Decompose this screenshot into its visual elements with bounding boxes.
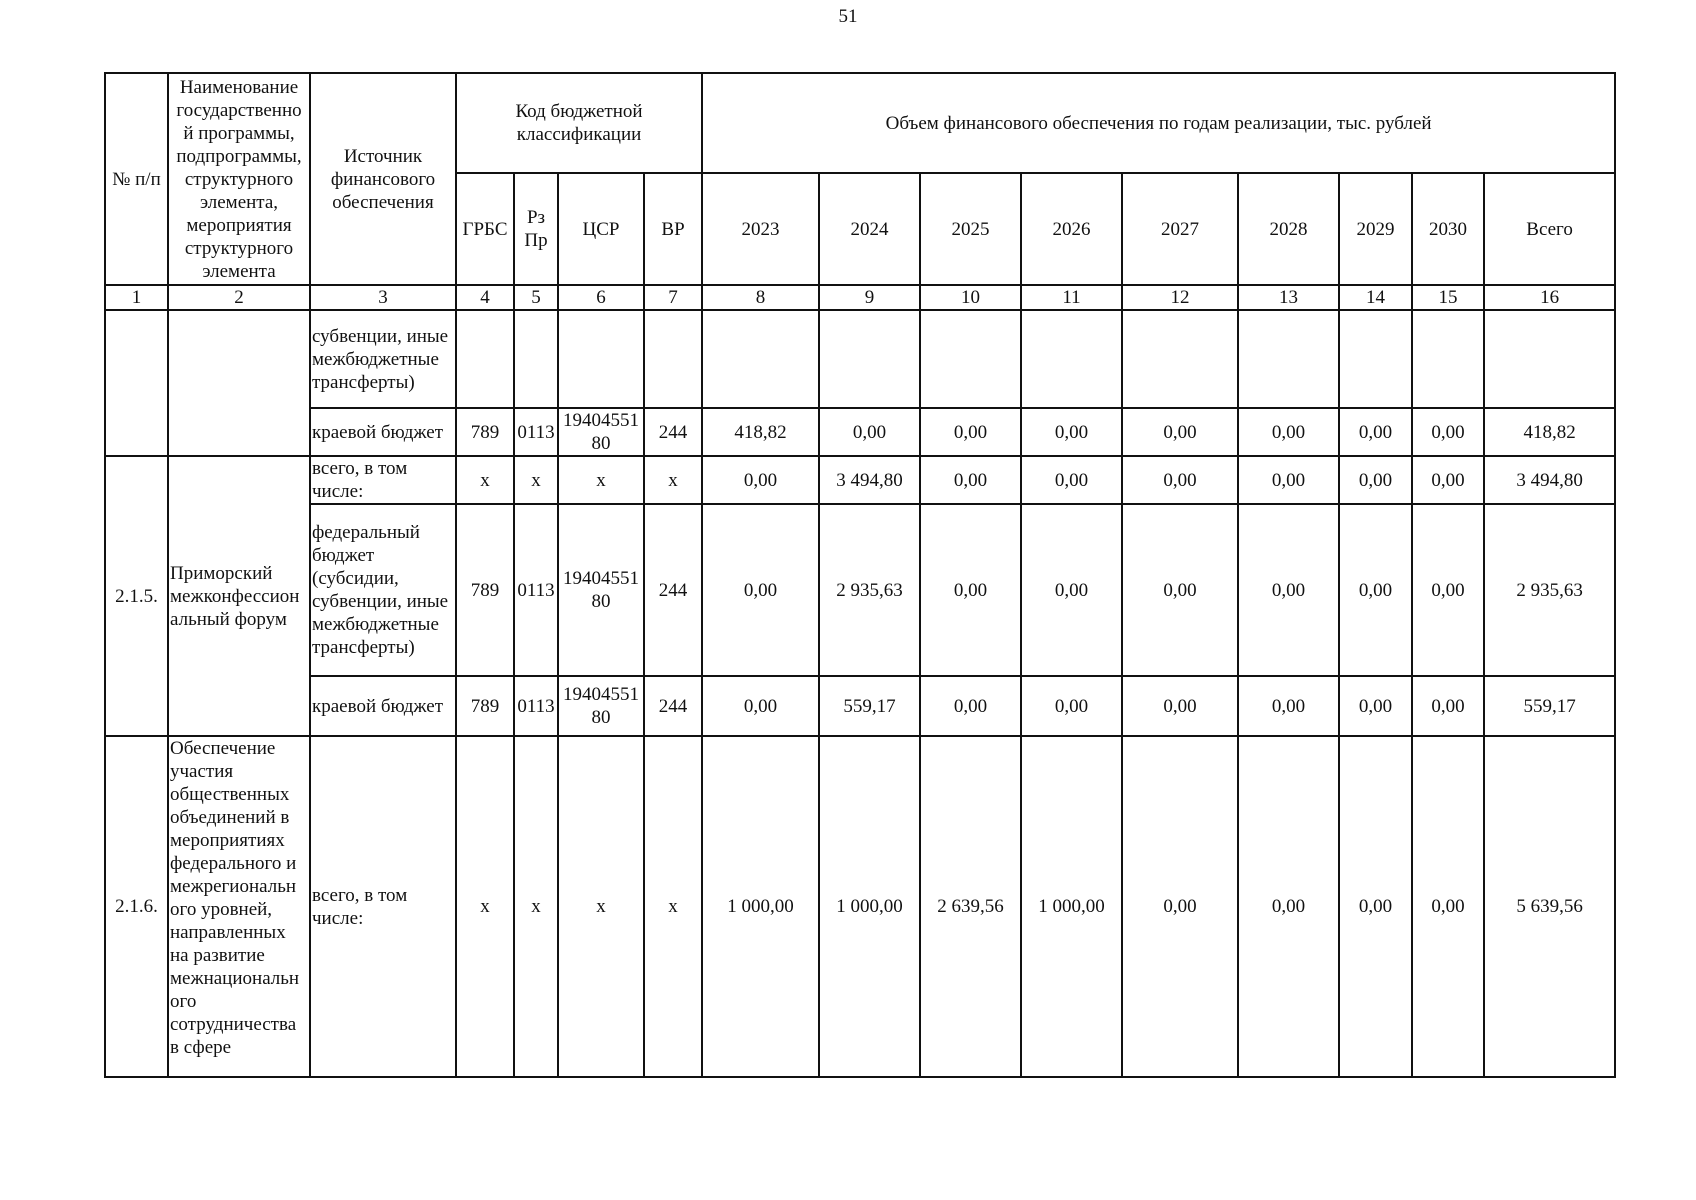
row-value: 0,00 <box>1412 736 1484 1077</box>
budget-table <box>104 72 1616 1078</box>
row-total <box>1484 310 1615 408</box>
row-total: 2 935,63 <box>1484 504 1615 676</box>
header-rzpr: Рз Пр <box>514 173 558 285</box>
header-source: Источник финансового обеспечения <box>310 73 456 285</box>
header-row-top <box>105 73 1615 173</box>
column-number: 7 <box>644 285 702 310</box>
row-total: 418,82 <box>1484 408 1615 456</box>
row-name: Обеспечение участия общественных объединений в мероприятиях федерального и межрегиональн ого уровней, направленных на развитие межнациональн ого сотрудничества в сфере <box>168 736 310 1077</box>
row-rzpr: 0113 <box>514 408 558 456</box>
row-value <box>1412 310 1484 408</box>
column-number: 10 <box>920 285 1021 310</box>
row-value: 0,00 <box>1238 736 1339 1077</box>
column-number: 3 <box>310 285 456 310</box>
table-row <box>105 676 1615 736</box>
row-value: 0,00 <box>1412 456 1484 504</box>
column-number: 4 <box>456 285 514 310</box>
row-source: краевой бюджет <box>310 676 456 736</box>
row-value: 0,00 <box>1122 504 1238 676</box>
row-vr: 244 <box>644 408 702 456</box>
table-row <box>105 456 1615 504</box>
row-source: федеральный бюджет (субсидии, субвенции, иные межбюджетные трансферты) <box>310 504 456 676</box>
row-value: 0,00 <box>1412 676 1484 736</box>
row-grbs <box>456 310 514 408</box>
header-year: 2026 <box>1021 173 1122 285</box>
row-value: 0,00 <box>1122 676 1238 736</box>
row-value: 0,00 <box>702 504 819 676</box>
row-value: 1 000,00 <box>819 736 920 1077</box>
column-number: 5 <box>514 285 558 310</box>
row-value: 0,00 <box>1339 676 1412 736</box>
row-value: 0,00 <box>1021 408 1122 456</box>
row-total: 5 639,56 <box>1484 736 1615 1077</box>
row-value: 0,00 <box>1122 408 1238 456</box>
row-value <box>1021 310 1122 408</box>
table-row <box>105 736 1615 1077</box>
row-vr: 244 <box>644 676 702 736</box>
row-value: 0,00 <box>1122 456 1238 504</box>
header-year: 2025 <box>920 173 1021 285</box>
row-csr <box>558 310 644 408</box>
column-number: 14 <box>1339 285 1412 310</box>
header-year: 2023 <box>702 173 819 285</box>
row-source: всего, в том числе: <box>310 736 456 1077</box>
row-value: 1 000,00 <box>702 736 819 1077</box>
header-year: 2024 <box>819 173 920 285</box>
row-source: субвенции, иные межбюджетные трансферты) <box>310 310 456 408</box>
row-value: 0,00 <box>1339 504 1412 676</box>
column-number: 12 <box>1122 285 1238 310</box>
header-volume-group: Объем финансового обеспечения по годам реализации, тыс. рублей <box>702 73 1615 173</box>
row-value: 0,00 <box>819 408 920 456</box>
row-value: 0,00 <box>1021 504 1122 676</box>
column-number: 6 <box>558 285 644 310</box>
header-vr: ВР <box>644 173 702 285</box>
row-value: 0,00 <box>1412 504 1484 676</box>
header-num: № п/п <box>105 73 168 285</box>
row-value: 0,00 <box>1238 456 1339 504</box>
row-csr: x <box>558 456 644 504</box>
row-name <box>168 310 310 456</box>
row-source: всего, в том числе: <box>310 456 456 504</box>
row-value: 0,00 <box>1412 408 1484 456</box>
row-grbs: x <box>456 736 514 1077</box>
row-rzpr: 0113 <box>514 676 558 736</box>
row-grbs: x <box>456 456 514 504</box>
row-value <box>1339 310 1412 408</box>
row-value: 559,17 <box>819 676 920 736</box>
header-year: 2029 <box>1339 173 1412 285</box>
row-value: 0,00 <box>920 408 1021 456</box>
row-value: 0,00 <box>1238 408 1339 456</box>
table-row <box>105 504 1615 676</box>
table-row <box>105 408 1615 456</box>
row-value: 0,00 <box>920 676 1021 736</box>
row-rzpr: 0113 <box>514 504 558 676</box>
row-value: 2 935,63 <box>819 504 920 676</box>
column-number: 2 <box>168 285 310 310</box>
row-vr: x <box>644 456 702 504</box>
row-value: 2 639,56 <box>920 736 1021 1077</box>
page-number: 51 <box>838 6 858 27</box>
row-csr: 19404551 80 <box>558 504 644 676</box>
row-value: 0,00 <box>1021 676 1122 736</box>
column-number: 1 <box>105 285 168 310</box>
header-code-group: Код бюджетной классификации <box>456 73 702 173</box>
row-rzpr: x <box>514 456 558 504</box>
row-value: 0,00 <box>1339 408 1412 456</box>
row-csr: x <box>558 736 644 1077</box>
row-grbs: 789 <box>456 408 514 456</box>
row-value: 0,00 <box>702 456 819 504</box>
header-name: Наименование государственно й программы, подпрограммы, структурного элемента, мероприятия структурного элемента <box>168 73 310 285</box>
column-number: 9 <box>819 285 920 310</box>
row-value: 3 494,80 <box>819 456 920 504</box>
row-csr: 19404551 80 <box>558 408 644 456</box>
row-num: 2.1.5. <box>105 456 168 736</box>
row-grbs: 789 <box>456 504 514 676</box>
row-value <box>1238 310 1339 408</box>
row-grbs: 789 <box>456 676 514 736</box>
column-number: 13 <box>1238 285 1339 310</box>
row-vr: 244 <box>644 504 702 676</box>
row-value: 0,00 <box>1122 736 1238 1077</box>
column-number-row <box>105 285 1615 310</box>
row-rzpr <box>514 310 558 408</box>
row-value: 1 000,00 <box>1021 736 1122 1077</box>
row-value: 0,00 <box>1021 456 1122 504</box>
column-number: 16 <box>1484 285 1615 310</box>
row-rzpr: x <box>514 736 558 1077</box>
table-row <box>105 310 1615 408</box>
column-number: 15 <box>1412 285 1484 310</box>
row-value: 0,00 <box>702 676 819 736</box>
header-year: 2028 <box>1238 173 1339 285</box>
row-vr: x <box>644 736 702 1077</box>
row-value <box>1122 310 1238 408</box>
row-csr: 19404551 80 <box>558 676 644 736</box>
row-value: 418,82 <box>702 408 819 456</box>
row-vr <box>644 310 702 408</box>
row-value <box>920 310 1021 408</box>
column-number: 11 <box>1021 285 1122 310</box>
column-number: 8 <box>702 285 819 310</box>
header-csr: ЦСР <box>558 173 644 285</box>
row-value: 0,00 <box>1238 676 1339 736</box>
row-value: 0,00 <box>1339 456 1412 504</box>
row-value: 0,00 <box>1339 736 1412 1077</box>
row-value <box>702 310 819 408</box>
header-total: Всего <box>1484 173 1615 285</box>
row-num <box>105 310 168 456</box>
row-num: 2.1.6. <box>105 736 168 1077</box>
row-value <box>819 310 920 408</box>
header-year: 2030 <box>1412 173 1484 285</box>
row-source: краевой бюджет <box>310 408 456 456</box>
row-name: Приморский межконфессион альный форум <box>168 456 310 736</box>
row-value: 0,00 <box>920 504 1021 676</box>
row-value: 0,00 <box>920 456 1021 504</box>
row-total: 559,17 <box>1484 676 1615 736</box>
header-year: 2027 <box>1122 173 1238 285</box>
row-value: 0,00 <box>1238 504 1339 676</box>
row-total: 3 494,80 <box>1484 456 1615 504</box>
header-grbs: ГРБС <box>456 173 514 285</box>
